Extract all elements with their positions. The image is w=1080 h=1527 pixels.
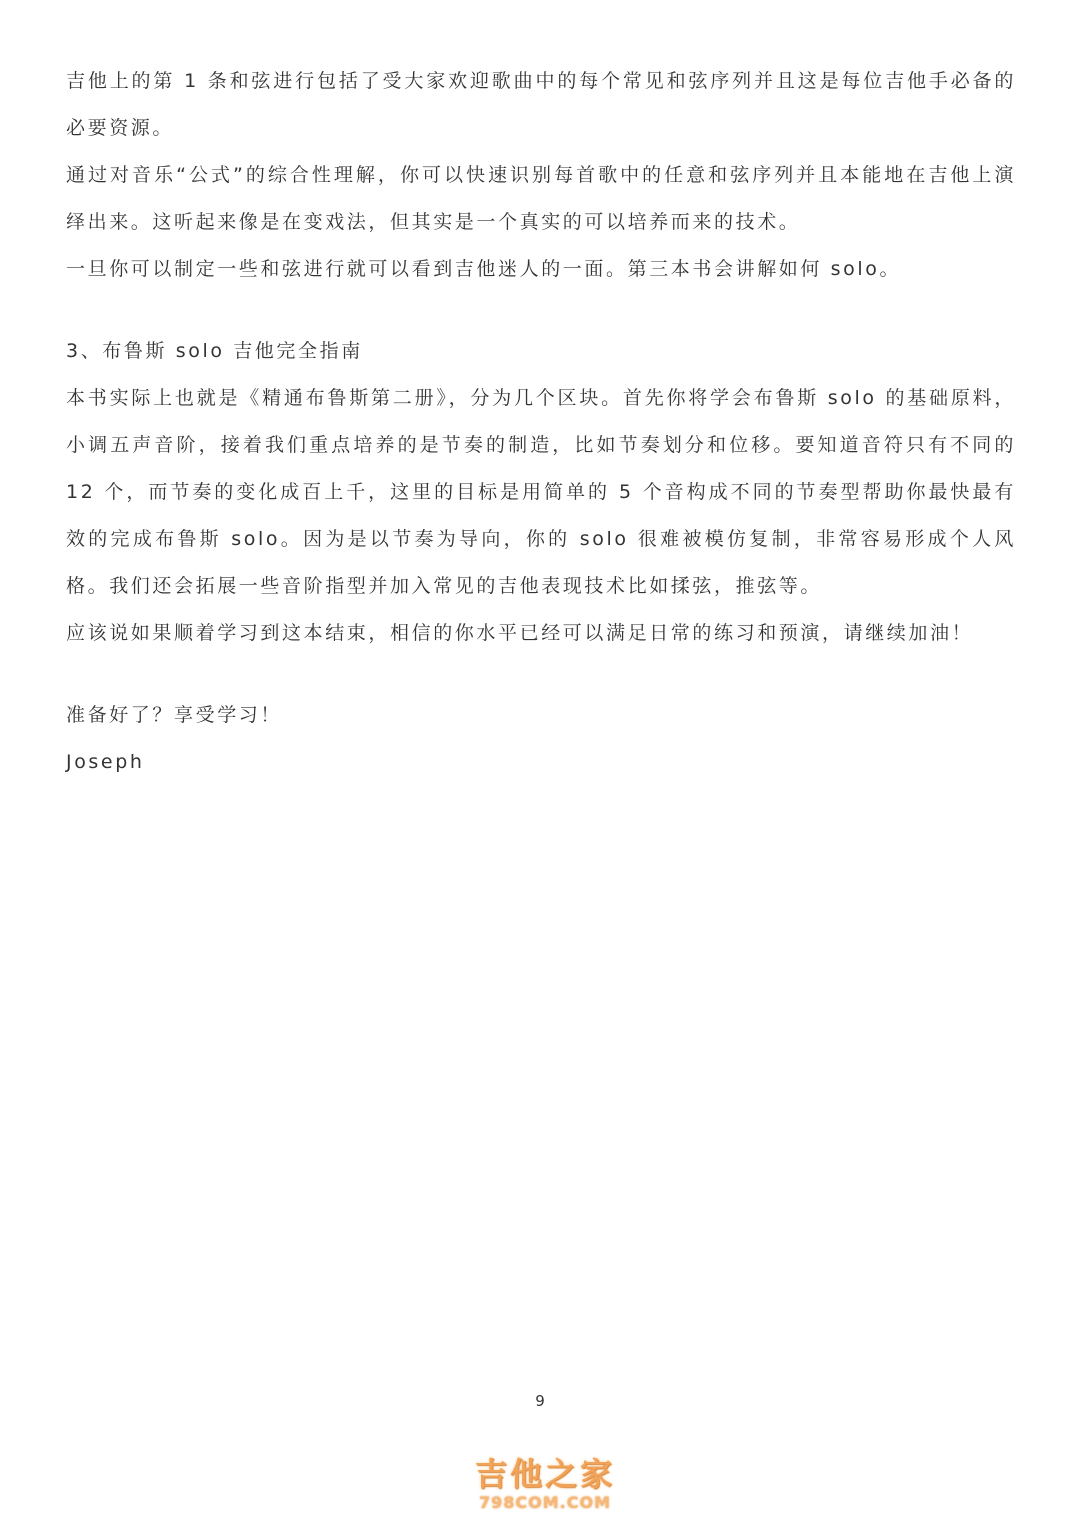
paragraph-chord-progression: 吉他上的第 1 条和弦进行包括了受大家欢迎歌曲中的每个常见和弦序列并且这是每位吉他手必备的必要资源。 [66, 70, 1016, 139]
document-body [66, 58, 1016, 786]
closing-line: 准备好了？享受学习！ [66, 704, 283, 726]
paragraph-encouragement: 应该说如果顺着学习到这本结束，相信的你水平已经可以满足日常的练习和预演，请继续加油！ [66, 622, 974, 644]
paragraph-blues-solo-guide: 本书实际上也就是《精通布鲁斯第二册》，分为几个区块。首先你将学会布鲁斯 solo 的基础原料，小调五声音阶，接着我们重点培养的是节奏的制造，比如节奏划分和位移。要知道音符只有不同的 12 个，而节奏的变化成百上千，这里的目标是用简单的 5 个音构成不同的节奏型帮助你最快最有效的完成布鲁斯 solo。因为是以节奏为导向，你的 solo 很难被模仿复制，非常容易形成个人风格。我们还会拓展一些音阶指型并加入常见的吉他表现技术比如揉弦，推弦等。 [66, 387, 1016, 597]
watermark-name: 吉他之家 [474, 1455, 615, 1493]
watermark-logo [470, 1455, 620, 1517]
closing-spacer [66, 657, 1016, 692]
watermark-site: 798COM.COM [478, 1493, 611, 1512]
page-number: 9 [535, 1392, 545, 1410]
paragraph-third-book-intro: 一旦你可以制定一些和弦进行就可以看到吉他迷人的一面。第三本书会讲解如何 solo。 [66, 258, 902, 280]
section-spacer [66, 293, 1016, 328]
section-heading: 3、布鲁斯 solo 吉他完全指南 [66, 340, 363, 362]
paragraph-music-formula: 通过对音乐“公式”的综合性理解，你可以快速识别每首歌中的任意和弦序列并且本能地在吉他上演绎出来。这听起来像是在变戏法，但其实是一个真实的可以培养而来的技术。 [66, 164, 1016, 233]
author-signature: Joseph [66, 751, 145, 773]
